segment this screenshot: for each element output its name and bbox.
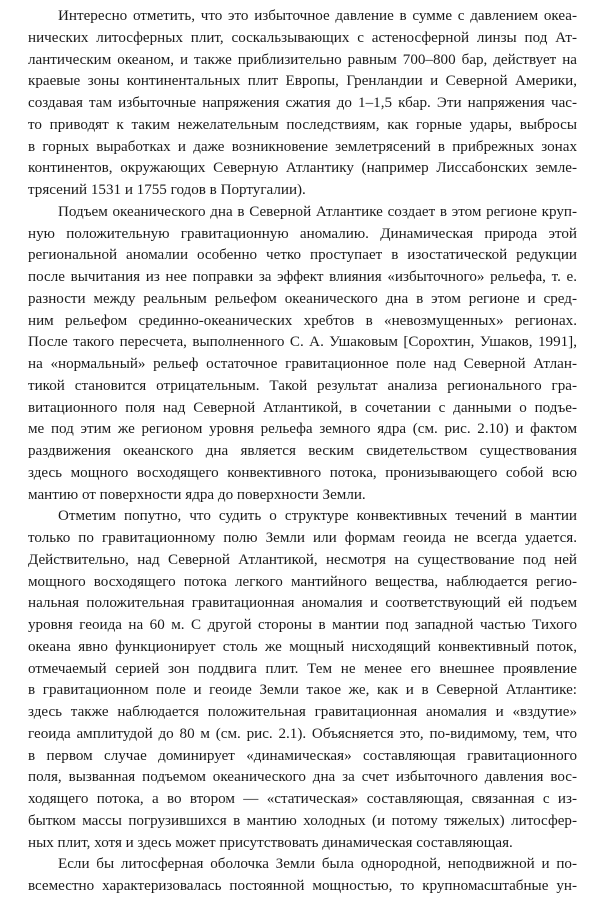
text-line: ним рельефом срединно-океанических хребтов в «невозмущенных» регионах. bbox=[28, 312, 577, 329]
text-line: океана явно функционирует столь же мощный нисходящий конвективный поток, bbox=[28, 638, 577, 655]
text-line: после вычитания из нее поправки за эффект влияния «избыточного» рельефа, т. е. bbox=[28, 269, 577, 285]
paragraph-3 bbox=[28, 506, 577, 854]
text-line: витационного поля над Северной Атлантикой, в сочетании с данными о подъе- bbox=[28, 399, 577, 416]
text-line: Действительно, над Северной Атлантикой, несмотря на существование под ней bbox=[28, 551, 577, 568]
text-line: уровня геоида на 60 м. С другой стороны в мантии под западной частью Тихого bbox=[28, 617, 577, 633]
text-line: трясений 1531 и 1755 годов в Португалии). bbox=[28, 182, 306, 198]
text-line: отмечаемый серией зон поддвига плит. Тем не менее его внешнее проявление bbox=[28, 660, 577, 677]
text-line: бытком массы погрузившихся в мантию холодных (и потому тяжелых) литосфер- bbox=[28, 812, 577, 829]
text-line: тикой становится отрицательным. Такой результат анализа регионального гра- bbox=[28, 377, 577, 394]
text-line: Отметим попутно, что судить о структуре конвективных течений в мантии bbox=[58, 508, 577, 525]
text-line: геоида амплитудой до 80 м (см. рис. 2.1). Объясняется это, по-видимому, тем, что bbox=[28, 725, 577, 742]
text-line: лантическим океаном, и также приблизительно равным 700–800 бар, действует на bbox=[28, 51, 577, 68]
text-line: После такого пересчета, выполненного С. А. Ушаковым [Сорохтин, Ушаков, 1991], bbox=[28, 334, 577, 351]
text-line: только по гравитационному полю Земли или формам геоида не всегда удается. bbox=[28, 530, 577, 546]
text-line: в горных выработках и даже возникновение землетрясений в прибрежных зонах bbox=[28, 138, 577, 155]
text-line: в первом случае доминирует «динамическая» составляющая гравитационного bbox=[28, 747, 577, 764]
document-page bbox=[28, 6, 577, 894]
paragraph-4 bbox=[28, 854, 577, 898]
paragraph-2 bbox=[28, 202, 577, 507]
text-line: ных плит, хотя и здесь может присутствовать динамическая составляющая. bbox=[28, 834, 513, 851]
text-line: краевые зоны континентальных плит Европы, Гренландии и Северной Америки, bbox=[28, 73, 577, 90]
text-line: ходящего потока, а во втором — «статическая» составляющая, связанная с из- bbox=[28, 791, 577, 807]
text-line: на «нормальный» рельеф остаточное гравитационное поле над Северной Атлан- bbox=[28, 356, 577, 372]
text-line: в гравитационном поле и геоиде Земли такое же, как и в Северной Атлантике: bbox=[28, 682, 577, 699]
text-line: мощного восходящего потока легкого мантийного вещества, наблюдается регио- bbox=[28, 573, 577, 590]
text-line: региональной аномалии особенно четко проступает в изостатической редукции bbox=[28, 247, 577, 264]
paragraph-1 bbox=[28, 6, 577, 202]
text-line: создавая там избыточные напряжения сжатия до 1–1,5 кбар. Эти напряжения час- bbox=[28, 95, 577, 111]
text-line: здесь мощного восходящего конвективного потока, пронизывающего собой всю bbox=[28, 464, 577, 481]
text-line: здесь также наблюдается положительная гравитационная аномалия и «вздутие» bbox=[28, 704, 577, 720]
text-line: Если бы литосферная оболочка Земли была однородной, неподвижной и по- bbox=[58, 856, 577, 873]
text-line: всеместно характеризовалась постоянной мощностью, то крупномасштабные ун- bbox=[28, 878, 577, 894]
text-line: мантию от поверхности ядра до поверхности Земли. bbox=[28, 486, 366, 503]
text-line: Интересно отметить, что это избыточное давление в сумме с давлением океа- bbox=[58, 8, 577, 24]
text-line: нальная положительная гравитационная аномалия и соответствующий ей подъем bbox=[28, 595, 577, 612]
text-line: ме под этим же регионом уровня рельефа земного ядра (см. рис. 2.10) и фактом bbox=[28, 421, 577, 438]
text-line: континентов, окружающих Северную Атлантику (например Лиссабонских земле- bbox=[28, 160, 577, 177]
text-line: Подъем океанического дна в Северной Атлантике создает в этом регионе круп- bbox=[58, 203, 577, 220]
text-line: ную положительную гравитационную аномалию. Динамическая природа этой bbox=[28, 225, 577, 242]
text-line: нических литосферных плит, соскальзывающих с астеносферной линзы под Ат- bbox=[28, 29, 577, 46]
text-line: разности между реальным рельефом океанического дна в этом регионе и сред- bbox=[28, 290, 577, 307]
text-line: раздвижения океанского дна является веским свидетельством существования bbox=[28, 443, 577, 459]
text-line: то приводят к таким нежелательным последствиям, как горные удары, выбросы bbox=[28, 116, 577, 133]
text-line: поля, вызванная подъемом океанического дна за счет избыточного давления вос- bbox=[28, 769, 577, 786]
